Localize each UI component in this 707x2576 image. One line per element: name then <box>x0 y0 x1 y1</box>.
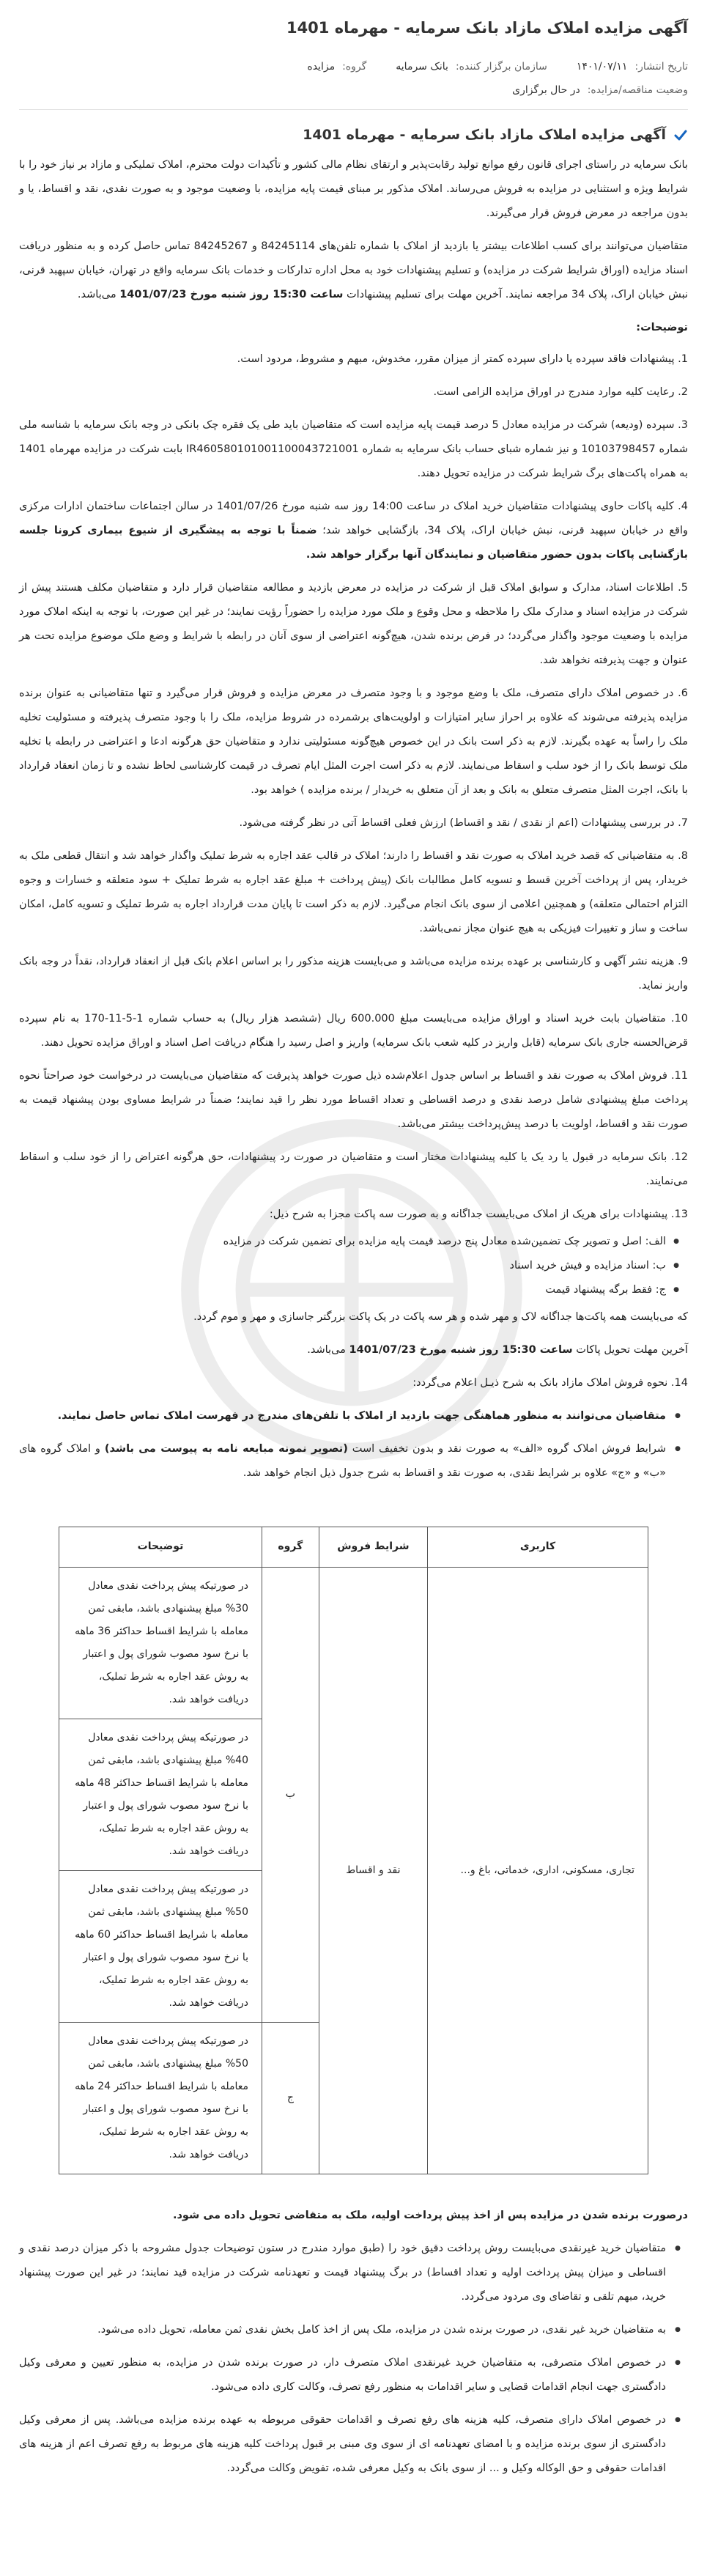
list-item: ● متقاضیان می‌توانند به منظور هماهنگی جهت بازدید از املاک با تلفن‌های مندرج در فهرست املاک تماس حاصل نمایند. <box>19 1404 666 1428</box>
intro-paragraph: بانک سرمایه در راستای اجرای قانون رفع موانع تولید رقابت‌پذیر و ارتقای نظام مالی کشور و تأکیدات دولت محترم، املاک تملیکی و مازاد بر نیاز خود را با شرایط ویژه و استثنایی در مزایده به فروش می‌رساند. املاک مذکور بر مبنای قیمت پایه مزایده، با وضعیت موجود و به صورت نقدی، نقد و اقساط، یا و بدون مراجعه در معرض فروش قرار می‌گیرند. <box>19 158 688 219</box>
article-body <box>0 125 707 2481</box>
meta-row-2 <box>19 84 688 96</box>
note-2: 2. رعایت کلیه موارد مندرج در اوراق مزایده الزامی است. <box>433 385 688 398</box>
bullet-2-bold: (تصویر نمونه مبایعه نامه به پیوست می باشد) <box>104 1442 348 1455</box>
note-3: 3. سپرده (ودیعه) شرکت در مزایده معادل 5 درصد قیمت پایه مزایده است که متقاضیان باید طی یک فقره چک بانکی در وجه بانک سرمایه با شناسه ملی شماره 10103798457 و نیز شماره شبای حساب بانک سرمایه به شماره IR460580101001100043721001 بابت شرکت در مزایده مهرماه 1401 به همراه پاکت‌های برگ شرایط شرکت در مزایده تحویل دهند. <box>19 418 688 479</box>
header-divider <box>19 109 688 110</box>
note-4-text: 4. کلیه پاکات حاوی پیشنهادات متقاضیان خرید املاک در ساعت 14:00 روز سه شنبه مورخ 1401/07/26 در سالن اجتماعات ساختمان ادارات مرکزی واقع در خیابان سپهبد قرنی، نبش خیابان اراک، پلاک 34، بازگشایی خواهد شد؛ <box>19 500 689 536</box>
article-heading-text: آگهی مزایده املاک مازاد بانک سرمایه - مهرماه 1401 <box>303 127 666 144</box>
contact-text: متقاضیان می‌توانند برای کسب اطلاعات بیشتر یا بازدید از املاک با شماره تلفن‌های 84245114 و 84245267 تماس حاصل کرده و به منظور دریافت اسناد مزایده (اوراق شرایط شرکت در مزایده) و تسلیم پیشنهادات خود به محل اداره تدارکات و خدمات بانک سرمایه واقع در تهران، خیابان سپهبد قرنی، نبش خیابان اراک، پلاک 34 مراجعه نمایند. آخرین مهلت برای تسلیم پیشنهادات <box>19 240 689 300</box>
note-14: 14. نحوه فروش املاک مازاد بانک به شرح ذیـل اعلام می‌گردد: <box>412 1376 688 1389</box>
page-title: آگهی مزایده املاک مازاد بانک سرمایه - مهرماه 1401 <box>286 19 688 37</box>
note-7: 7. در بررسی پیشنهادات (اعم از نقدی / نقد و اقساط) ارزش فعلی اقساط آتی در نظر گرفته می‌شود. <box>239 816 688 829</box>
meta-row-1 <box>19 61 688 73</box>
publish-date-value: ۱۴۰۱/۰۷/۱۱ <box>576 61 628 73</box>
list-item: ● متقاضیان خرید غیرنقدی می‌بایست روش پرداخت دقیق خود را (طبق موارد مندرج در ستون توضیحات جدول مشروحه با ذکر میزان درصد نقدی و اقساطی و میزان پیش پرداخت اولیه و تعداد اقساط) در برگ پیشنهاد قیمت و تعهدنامه شرکت در مزایده قید نمایند؛ در غیر این صورت پیشنهاد خرید، مبهم تلقی و تقاضای وی مردود می‌گردد. <box>19 2237 666 2309</box>
list-item: ● در خصوص املاک دارای متصرف، کلیه هزینه های رفع تصرف و اقدامات حقوقی مربوطه به عهده برنده مزایده می‌باشد. پس از معرفی وکیل دادگستری از سوی برنده مزایده و با امضای تعهدنامه ای از سوی وی مبنی بر قبول پرداخت کلیه هزینه های مربوط به رفع تصرف اعم از هزینه های اقدامات حقوقی و حق الوکاله وکیل و ... از سوی بانک به وکیل معرفی شده، تفویض وکالت می‌گردد. <box>19 2408 666 2481</box>
deadline-text: ساعت 15:30 روز شنبه مورخ 1401/07/23 <box>119 288 344 300</box>
note-11: 11. فروش املاک به صورت نقد و اقساط بر اساس جدول اعلام‌شده ذیل صورت خواهد پذیرفت که متقاضیان می‌بایست در درخواست خود صراحتاً نحوه پرداخت مبلغ پیشنهادی شامل درصد نقدی و درصد اقساطی و تعداد اقساط مورد نظر را قید نمایند؛ ضمناً در شرایط مساوی بودن پیشنهاد قیمت به صورت نقد و اقساط، اولویت با درصد پیش‌پرداخت بیشتر می‌باشد. <box>19 1069 688 1130</box>
organizer <box>396 61 547 73</box>
deadline-lead: آخرین مهلت تحویل پاکات <box>576 1343 688 1356</box>
table-header-row <box>59 1527 648 1567</box>
list-item: ● در خصوص املاک متصرفی، به متقاضیان خرید غیرنقدی املاک متصرف دار، در صورت برنده شدن در مزایده، به منظور تعیین و معرفی وکیل دادگستری جهت انجام اقدامات قضایی و سایر اقدامات به منظور رفع تصرف، وکالت کاری داده می‌شود. <box>19 2351 666 2399</box>
bullet-2-tail: و املاک گروه های «ب» و «ج» علاوه بر شرایط نقدی، به صورت نقد و اقساط به شرح جدول ذیل انجام خواهد شد. <box>19 1442 666 1479</box>
notes-cell: در صورتیکه پیش پرداخت نقدی معادل 40% مبلغ پیشنهادی باشد، مابقی ثمن معامله با شرایط اقساط حداکثر 48 ماهه با نرخ سود مصوب شورای پول و اعتبار به روش عقد اجاره به شرط تملیک، دریافت خواهد شد. <box>59 1719 262 1870</box>
usage-cell: تجاری، مسکونی، اداری، خدماتی، باغ و... <box>428 1567 648 2174</box>
list-item: ● ج: فقط برگه پیشنهاد قیمت <box>19 1278 666 1302</box>
terms-cell: نقد و اقساط <box>319 1567 427 2174</box>
group-c-cell: ج <box>262 2022 319 2174</box>
note-13: 13. پیشنهادات برای هریک از املاک می‌بایست جداگانه و به صورت سه پاکت مجزا به شرح ذیل: <box>269 1208 688 1220</box>
notice-header <box>0 0 707 110</box>
article-heading <box>19 125 688 146</box>
group-label: گروه: <box>342 61 367 73</box>
group-value: مزایده <box>307 61 336 73</box>
organizer-value: بانک سرمایه <box>396 61 448 73</box>
deadline-tail: می‌باشد. <box>307 1343 346 1356</box>
sale-bullets <box>19 1404 688 1486</box>
check-icon <box>673 128 688 143</box>
contact-tail: می‌باشد. <box>77 288 116 300</box>
header-terms: شرایط فروش <box>319 1527 427 1567</box>
note-9: 9. هزینه نشر آگهی و کارشناسی بر عهده برنده مزایده می‌باشد و می‌بایست هزینه مذکور را بر اساس اعلام بانک قبل از انعقاد قرارداد، نقداً در وجه بانک واریز نماید. <box>19 955 688 992</box>
notes-cell: در صورتیکه پیش پرداخت نقدی معادل 30% مبلغ پیشنهادی باشد، مابقی ثمن معامله با شرایط اقساط حداکثر 36 ماهه با نرخ سود مصوب شورای پول و اعتبار به روش عقد اجاره به شرط تملیک، دریافت خواهد شد. <box>59 1567 262 1719</box>
note-8: 8. به متقاضیانی که قصد خرید املاک به صورت نقد و اقساط را دارند؛ املاک در قالب عقد اجاره به شرط تملیک واگذار خواهد شد و انتقال قطعی ملک به خریدار، پس از پرداخت آخرین قسط و تسویه کامل مطالبات بانک (پیش پرداخت + مبلغ عقد اجاره به شرط تملیک + سود متعلقه و خسارات و وجوه التزام احتمالی متعلقه) و همچنین اعلامی از سوی بانک انجام می‌گیرد. لازم به ذکر است تا پایان مدت قرارداد اجاره به شرط تملیک و تسویه کامل، امکان ساخت و ساز و تغییرات فیزیکی به هیچ عنوان مجاز نمی‌باشد. <box>19 849 688 934</box>
organizer-label: سازمان برگزار کننده: <box>455 61 547 73</box>
header-group: گروه <box>262 1527 319 1567</box>
list-item: ● به متقاضیان خرید غیر نقدی، در صورت برنده شدن در مزایده، ملک پس از اخذ کامل بخش نقدی ثمن معامله، تحویل داده می‌شود. <box>19 2318 666 2342</box>
contact-paragraph <box>19 235 688 307</box>
note-12: 12. بانک سرمایه در قبول یا رد یک یا کلیه پیشنهادات مختار است و متقاضیان در صورت رد پیشنهادات، حق هرگونه اعتراض را از خود سلب و اسقاط می‌نمایند. <box>19 1151 688 1187</box>
delivery-heading: درصورت برنده شدن در مزایده پس از اخذ پیش پرداخت اولیه، ملک به متقاضی تحویل داده می شود. <box>172 2209 688 2221</box>
notes-heading: توضیحات: <box>636 321 688 333</box>
group <box>307 61 366 73</box>
note-5: 5. اطلاعات اسناد، مدارک و سوابق املاک قبل از شرکت در مزایده در معرض بازدید و مطالعه متقاضیان قرار دارد و متقاضیان مکلف هستند پیش از شرکت در مزایده اسناد و مدارک ملک را ملاحظه و محل وقوع و ملک مورد مزایده را حضوراً رؤیت نمایند؛ در غیر این صورت، با توجه به اینکه املاک مورد مزایده با وضعیت موجود واگذار می‌گردد؛ در فرض برنده شدن، هیچ‌گونه اعتراضی از سوی آنان در رابطه با شرایط و وضع ملک موضوع مزایده تحت هر عنوان و جهت پذیرفته نخواهد شد. <box>19 581 688 666</box>
list-item: ● ب: اسناد مزایده و فیش خرید اسناد <box>19 1254 666 1278</box>
publish-date-label: تاریخ انتشار: <box>634 61 688 73</box>
status <box>512 84 688 96</box>
header-notes: توضیحات <box>59 1527 262 1567</box>
note-4-bold: ضمناً با توجه به پیشگیری از شیوع بیماری کرونا جلسه بازگشایی پاکات بدون حضور متقاضیان و نمایندگان آنها برگزار خواهد شد. <box>19 524 688 561</box>
bullet-2-text: شرایط فروش املاک گروه «الف» به صورت نقد و بدون تخفیف است <box>352 1442 667 1455</box>
note-4 <box>19 495 688 567</box>
note-6: 6. در خصوص املاک دارای متصرف، ملک با وضع موجود و با وجود متصرف در معرض مزایده و فروش قرار می‌گیرد و تنها متقاضیانی به عنوان برنده مزایده پذیرفته می‌شوند که علاوه بر احراز سایر امتیازات و اولویت‌های برشمرده در شروط مزایده، ملک را با وجود متصرف پذیرفته و مسئولیت تخلیه ملک را راساً به عهده بگیرند. لازم به ذکر است بانک در این خصوص هیچ‌گونه مسئولیتی ندارد و متقاضیان حق هرگونه ادعا و اعتراضی در رابطه با تخلیه ملک توسط بانک را از خود سلب و اسقاط می‌نمایند. لازم به ذکر است اجرت المثل ایام تصرف در قیمت کارشناسی لحاظ نشده و تا زمان انعقاد قرارداد با بانک، اجرت المثل متصرف متعلق به بانک و بعد از آن متعلق به خریدار / برنده مزایده ) خواهد بود. <box>19 687 688 796</box>
publish-date <box>577 61 688 73</box>
header-usage: کاربری <box>428 1527 648 1567</box>
sale-terms-table <box>59 1527 648 2174</box>
notes-cell: در صورتیکه پیش پرداخت نقدی معادل 50% مبلغ پیشنهادی باشد، مابقی ثمن معامله با شرایط اقساط حداکثر 24 ماهه با نرخ سود مصوب شورای پول و اعتبار به روش عقد اجاره به شرط تملیک، دریافت خواهد شد. <box>59 2022 262 2174</box>
group-b-cell: ب <box>262 1567 319 2022</box>
note-13-deadline <box>19 1338 688 1362</box>
table-row <box>59 1567 648 1719</box>
final-bullets <box>19 2237 688 2481</box>
list-item <box>19 1437 666 1486</box>
status-value: در حال برگزاری <box>512 84 580 97</box>
deadline-value: ساعت 15:30 روز شنبه مورخ 1401/07/23 <box>349 1343 573 1356</box>
note-10: 10. متقاضیان بابت خرید اسناد و اوراق مزایده می‌بایست مبلغ 600.000 ریال (ششصد هزار ریال) به حساب شماره 1-5-11-170 به نام سپرده قرض‌الحسنه جاری بانک سرمایه (قابل واریز در کلیه شعب بانک سرمایه) واریز و اصل رسید را هنگام دریافت اصل اسناد و اوراق مزایده تحویل دهند. <box>19 1012 688 1049</box>
note-13-tail: که می‌بایست همه پاکت‌ها جداگانه لاک و مهر شده و هر سه پاکت در یک پاکت بزرگتر جاسازی و مهر و موم گردد. <box>193 1310 688 1323</box>
envelope-list <box>19 1230 688 1302</box>
notes-cell: در صورتیکه پیش پرداخت نقدی معادل 50% مبلغ پیشنهادی باشد، مابقی ثمن معامله با شرایط اقساط حداکثر 60 ماهه با نرخ سود مصوب شورای پول و اعتبار به روش عقد اجاره به شرط تملیک، دریافت خواهد شد. <box>59 1870 262 2022</box>
note-1: 1. پیشنهادات فاقد سپرده یا دارای سپرده کمتر از میزان مقرر، مخدوش، مبهم و مشروط، مردود است. <box>237 353 688 365</box>
status-label: وضعیت مناقصه/مزایده: <box>587 84 688 97</box>
list-item: ● الف: اصل و تصویر چک تضمین‌شده معادل پنج درصد قیمت پایه مزایده برای تضمین شرکت در مزایده <box>19 1230 666 1254</box>
